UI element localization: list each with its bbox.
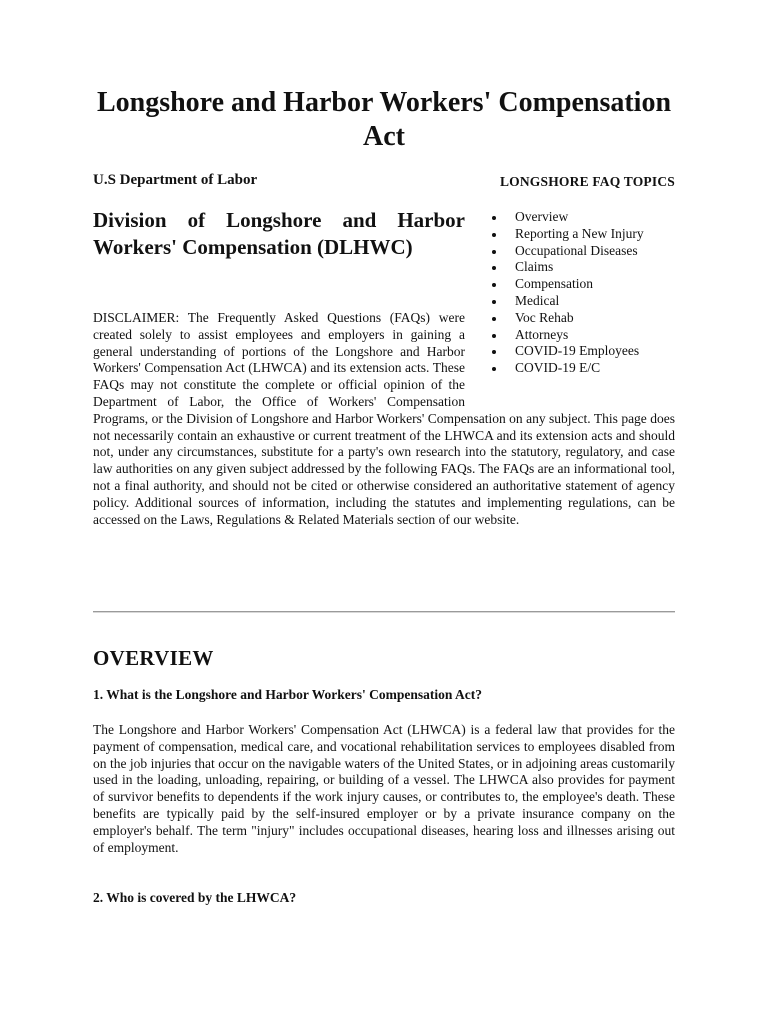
faq-topic-occupational-diseases[interactable]: Occupational Diseases (469, 243, 644, 260)
faq-topic-attorneys[interactable]: Attorneys (469, 327, 644, 344)
overview-heading: OVERVIEW (93, 646, 214, 670)
section-divider (93, 611, 675, 613)
faq-answer-1: The Longshore and Harbor Workers' Compensation Act (LHWCA) is a federal law that provides for the payment of compensation, medical care, and vocational rehabilitation services to employees disabled from on the job injuries that occur on the navigable waters of the United States, or in adjoining areas customarily used in the loading, unloading, repairing, or building of a vessel. The LHWCA also provides for payment of survivor benefits to dependents if the work injury causes, or contributes to, the employee's death. These benefits are typically paid by the self-insured employer or by a private insurance company on the employer's behalf. The term "injury" includes occupational diseases, hearing loss and illnesses arising out of employment. (93, 722, 675, 855)
faq-topic-covid-19-ec[interactable]: COVID-19 E/C (469, 360, 644, 377)
agency-name: U.S Department of Labor (93, 172, 258, 188)
faq-question-2: 2. Who is covered by the LHWCA? (93, 890, 297, 905)
faq-topic-overview[interactable]: Overview (469, 209, 644, 226)
document-title: Longshore and Harbor Workers' Compensation Act (96, 87, 672, 152)
faq-topics-heading: LONGSHORE FAQ TOPICS (499, 174, 675, 189)
faq-topic-compensation[interactable]: Compensation (469, 276, 644, 293)
faq-question-1: 1. What is the Longshore and Harbor Workers' Compensation Act? (93, 687, 483, 702)
disclaimer-text: DISCLAIMER: The Frequently Asked Questions (FAQs) were created solely to assist employees and employers in gaining a general understanding of portions of the Longshore and Harbor Workers' Compensation Act (LHWCA) and its extension acts. These FAQs may not constitute the complete or official opinion of the Department of Labor, the Office of Workers' Compensation Programs, or the Division of Longshore and Harbor Workers' Compensation on any subject. This page does not necessarily contain an exhaustive or current treatment of the LHWCA and its extension acts and should not, under any circumstances, substitute for a party's own research into the statutory, regulatory, and case law authorities on any given subject addressed by the following FAQs. The FAQs are an informational tool, not a final authority, and should not be cited or otherwise considered an authoritative statement of agency policy. Additional sources of information, including the statutes and implementing regulations, can be accessed on the Laws, Regulations & Related Materials section of our website. (93, 310, 675, 527)
faq-topic-reporting-new-injury[interactable]: Reporting a New Injury (469, 226, 644, 243)
faq-topic-covid-19-employees[interactable]: COVID-19 Employees (469, 343, 644, 360)
division-title: Division of Longshore and Harbor Workers' Compensation (DLHWC) (93, 208, 465, 259)
faq-topic-voc-rehab[interactable]: Voc Rehab (469, 310, 644, 327)
faq-topic-claims[interactable]: Claims (469, 259, 644, 276)
faq-topic-medical[interactable]: Medical (469, 293, 644, 310)
